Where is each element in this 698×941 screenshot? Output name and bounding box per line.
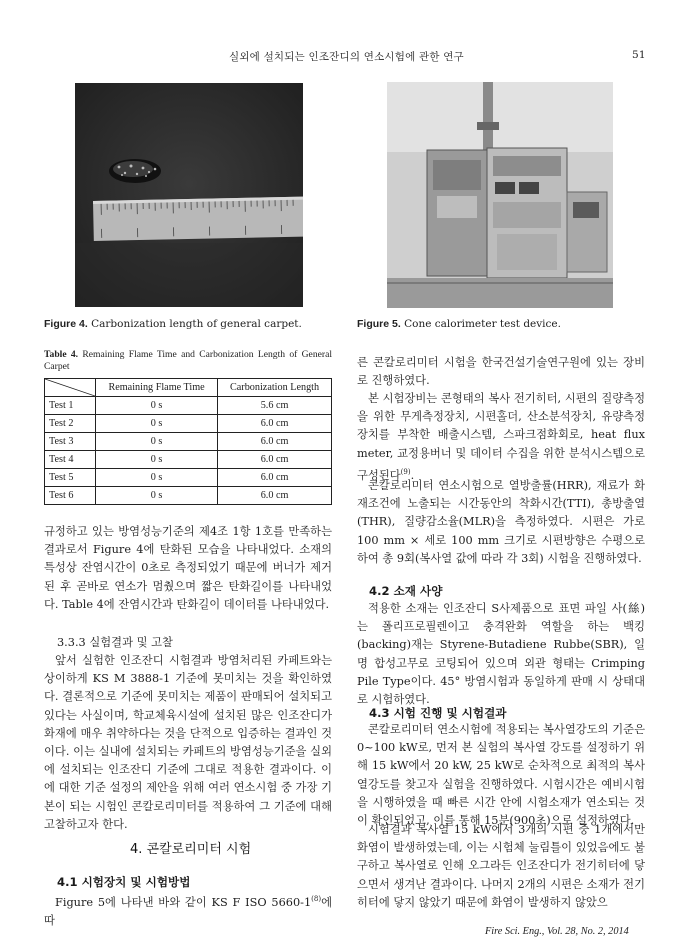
figure-5-photo: [387, 82, 613, 308]
diagonal-line: [45, 379, 95, 396]
right-paragraph: 시험결과 복사열 15 kW에서 3개의 시편 중 1개에서만 화염이 발생하였는데, 이는 시험체 눌림틀이 있었음에도 불구하고 복사열로 인해 오그라든 인조잔디가 전기히터에 닿으면서 생겨난 결과이다. 나머지 2개의 시편은 소재가 전기히터에 닿지 않았기 때문에 화염이 발생하지 않았으: [357, 823, 645, 909]
table-row: [45, 487, 332, 505]
journal-footer: Fire Sci. Eng., Vol. 28, No. 2, 2014: [485, 926, 629, 937]
length-cell: 6.0 cm: [218, 469, 332, 487]
right-paragraph: 본 시험장비는 콘형태의 복사 전기히터, 시편의 질량측정을 위한 무게측정장치, 시편홀더, 산소분석장치, 유량측정장치를 부착한 배출시스템, 스파크점화회로, heat flux meter, 교정용버너 및 데이터 수집을 위한 분석시스템으로 구성된다: [357, 392, 645, 482]
test-cell: Test 5: [45, 469, 96, 487]
length-cell: 6.0 cm: [218, 487, 332, 505]
left-para-2: [44, 652, 332, 834]
figure-5-caption: [357, 318, 561, 330]
section-3-3-3-heading: 3.3.3 실험결과 및 고찰: [57, 636, 173, 649]
figure-5-label: Figure 5.: [357, 318, 401, 330]
flame-cell: 0 s: [96, 469, 218, 487]
section-4-2-heading: 4.2 소재 사양: [369, 584, 443, 598]
left-paragraph: Figure 5에 나타낸 바와 같이 KS F ISO 5660-1: [55, 895, 312, 909]
test-cell: Test 2: [45, 415, 96, 433]
figure-4-caption: [44, 318, 302, 330]
flame-cell: 0 s: [96, 487, 218, 505]
left-para-3: [44, 890, 332, 930]
column-header-length: Carbonization Length: [218, 379, 332, 397]
right-para-5: [357, 721, 645, 830]
right-paragraph: 른 콘칼로리미터 시험을 한국건설기술연구원에 있는 장비로 진행하였다.: [357, 356, 645, 388]
right-para-6: [357, 821, 645, 912]
section-4-heading: 4. 콘칼로리미터 시험: [130, 842, 252, 857]
flame-cell: 0 s: [96, 433, 218, 451]
figure-4-photo: [75, 83, 303, 307]
table-row: [45, 451, 332, 469]
citation-8: (8): [311, 895, 322, 903]
figure-4-caption-text: Carbonization length of general carpet.: [91, 318, 302, 330]
length-cell: 6.0 cm: [218, 451, 332, 469]
flame-cell: 0 s: [96, 415, 218, 433]
test-cell: Test 1: [45, 397, 96, 415]
table-row: [45, 415, 332, 433]
table-row: [45, 397, 332, 415]
right-paragraph: 콘칼로리미터 연소시험으로 열방출률(HRR), 재료가 화재조건에 노출되는 시간동안의 착화시간(TTI), 총방출열(THR), 질량감소율(MLR)을 측정하였다. 시편은 가로 100 mm × 세로 100 mm 크기로 시편방향은 수평으로 하여 총 9회(복사열 값에 따라 각 3회) 시험을 진행하였다.: [357, 479, 645, 565]
left-paragraph: 앞서 실험한 인조잔디 시험결과 방염처리된 카페트와는 상이하게 KS M 3888-1 기준에 못미치는 것을 확인하였다. 결론적으로 기준에 못미치는 제품이 판매되어 설치되고 있다는 사실이며, 학교체육시설에 설치된 많은 인조잔디가 화재에 매우 취약하다는 것을 단적으로 입증하는 결과인 것이다. 이는 실내에 설치되는 카페트의 방염성능기준을 실외에 설치되는 인조잔디 기준에 그대로 적용한 결과이다. 이에 대한 기준 설정의 제안을 위해 여러 연소시험 중 가장 기본이 되는 시험인 콘칼로리미터를 적용하여 그 기준에 대해 고찰하고자 한다.: [44, 654, 332, 831]
page-number: 51: [632, 49, 646, 61]
citation-9: (9): [400, 467, 411, 476]
table-corner-cell: [45, 379, 96, 397]
carpet-ruler-image: [75, 83, 303, 307]
section-4-1-heading: 4.1 시험장치 및 시험방법: [57, 875, 191, 889]
table-4-title: Remaining Flame Time and Carbonization Length of General Carpet: [44, 349, 332, 372]
table-4-caption: [44, 349, 332, 373]
right-para-2: [357, 390, 645, 485]
length-cell: 5.6 cm: [218, 397, 332, 415]
test-cell: Test 3: [45, 433, 96, 451]
left-paragraph-cont: 에 따: [44, 895, 332, 927]
table-4: [44, 378, 332, 505]
left-para-1: [44, 523, 332, 614]
table-header-row: [45, 379, 332, 397]
right-paragraph: 콘칼로리미터 연소시험에 적용되는 복사열강도의 기준은 0~100 kW로, 먼저 본 실험의 복사열 강도를 설정하기 위해 15 kW에서 20 kW, 25 kW로 순차적으로 최적의 복사열강도를 찾고자 실험을 진행하였다. 시험시간은 예비시험을 시행하였을 때 빠른 시간 안에 시험소재가 연소되는 것이 확인되었고, 이를 통해 15분(900초)으로 설정하였다.: [357, 723, 645, 828]
length-cell: 6.0 cm: [218, 433, 332, 451]
length-cell: 6.0 cm: [218, 415, 332, 433]
table-row: [45, 433, 332, 451]
cone-calorimeter-image: [387, 82, 613, 308]
section-4-3-heading: 4.3 시험 진행 및 시험결과: [369, 706, 507, 720]
flame-cell: 0 s: [96, 451, 218, 469]
right-para-3: [357, 477, 645, 568]
right-para-1: [357, 354, 645, 390]
running-title: 실외에 설치되는 인조잔디의 연소시험에 관한 연구: [229, 51, 464, 63]
test-cell: Test 6: [45, 487, 96, 505]
flame-cell: 0 s: [96, 397, 218, 415]
right-paragraph-cont: .: [410, 468, 415, 482]
figure-4-label: Figure 4.: [44, 318, 88, 330]
table-row: [45, 469, 332, 487]
right-paragraph: 적용한 소재는 인조잔디 S사제품으로 표면 파일 사(絲)는 폴리프로필렌이고 충격완화 역할을 하는 백킹(backing)재는 Styrene-Butadiene Rubbe(SBR), 일명 합성고무로 코팅되어 있으며 외관 형태는 Crimping Pile Type이다. 45° 방염시험과 동일하게 판매 시 상태대로 시험하였다.: [357, 602, 645, 707]
table-4-label: Table 4.: [44, 349, 79, 360]
left-paragraph: 규정하고 있는 방염성능기준의 제4조 1항 1호를 만족하는 결과로서 Figure 4에 탄화된 모습을 나타내었다. 소재의 특성상 잔염시간이 0초로 측정되었기 때문에 버너가 제거된 후 곧바로 연소가 멈췄으며 짧은 탄화길이를 나타내었다. Table 4에 잔염시간과 탄화길이 데이터를 나타내었다.: [44, 525, 332, 611]
right-para-4: [357, 600, 645, 709]
column-header-flame: Remaining Flame Time: [96, 379, 218, 397]
figure-5-caption-text: Cone calorimeter test device.: [404, 318, 561, 330]
test-cell: Test 4: [45, 451, 96, 469]
